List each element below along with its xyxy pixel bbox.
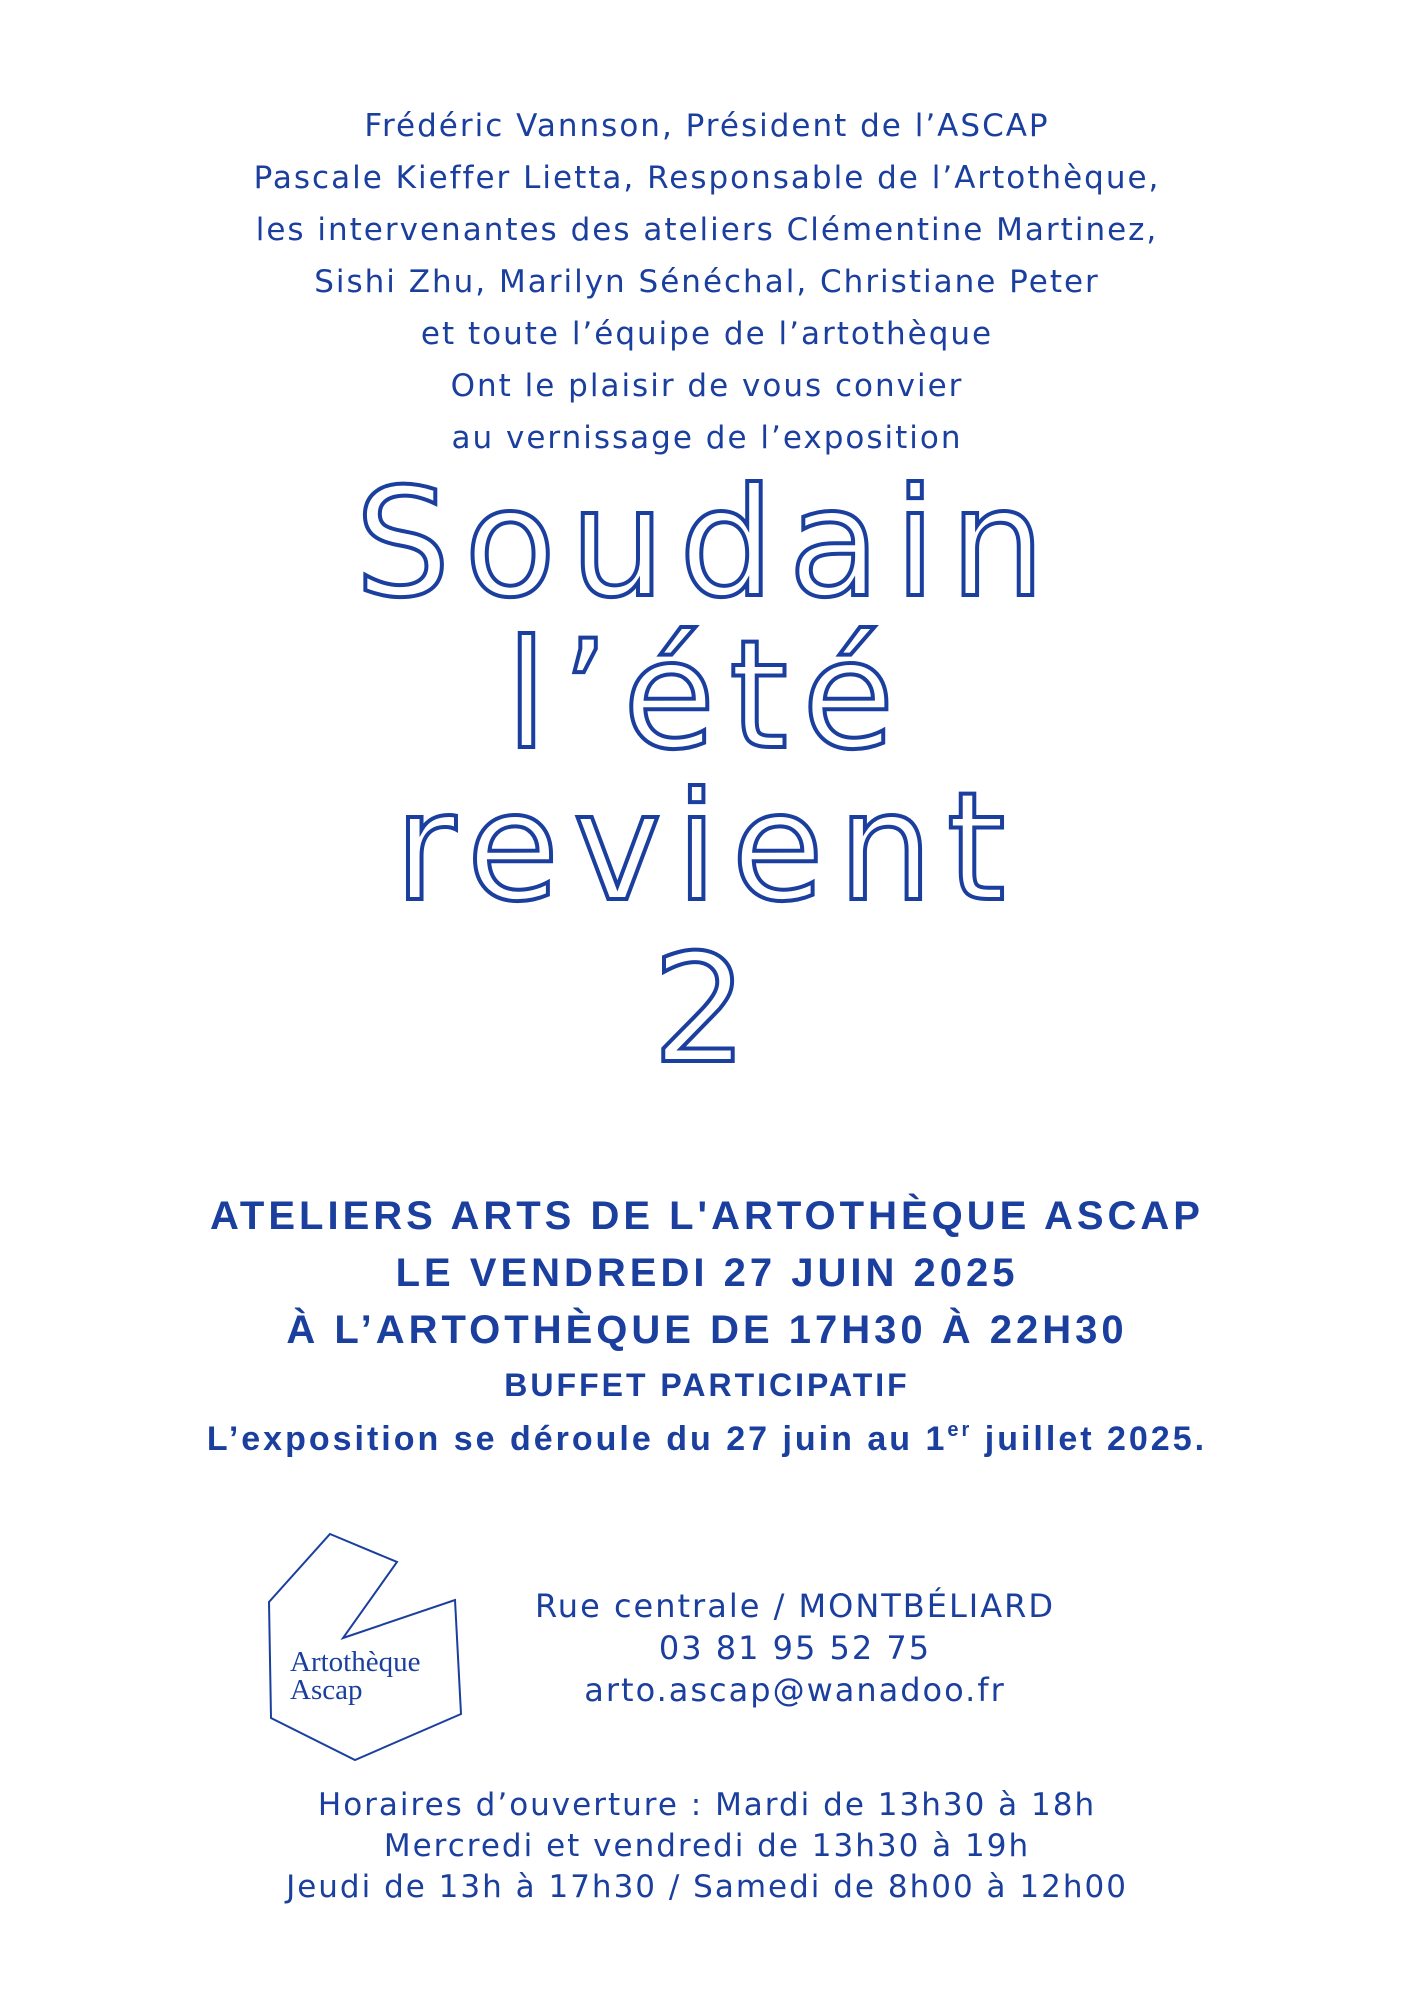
event-details — [0, 1188, 1414, 1467]
event-time: À L’ARTOTHÈQUE DE 17H30 À 22H30 — [286, 1308, 1128, 1352]
host-line: Pascale Kieffer Lietta, Responsable de l’Artothèque, — [253, 160, 1161, 196]
invitation-hosts — [0, 100, 1414, 464]
host-line: les intervenantes des ateliers Clémentine Martinez, — [255, 212, 1159, 248]
exhibition-dates-end: juillet 2025. — [972, 1420, 1208, 1458]
logo-text-line2: Ascap — [290, 1674, 363, 1706]
exhibition-dates-text: L’exposition se déroule du 27 juin au 1 — [206, 1420, 948, 1458]
address: Rue centrale / MONTBÉLIARD — [535, 1587, 1055, 1625]
ordinal-suffix: er — [947, 1419, 973, 1441]
phone-number: 03 81 95 52 75 — [658, 1629, 932, 1667]
invitation-line: au vernissage de l’exposition — [451, 420, 963, 456]
host-line: Frédéric Vannson, Président de l’ASCAP — [364, 108, 1050, 144]
hours-line: Horaires d’ouverture : Mardi de 13h30 à 18h — [317, 1787, 1097, 1823]
invitation-line: Ont le plaisir de vous convier — [450, 368, 964, 404]
event-organizer: ATELIERS ARTS DE L'ARTOTHÈQUE ASCAP — [209, 1194, 1204, 1238]
host-line: et toute l’équipe de l’artothèque — [420, 316, 994, 352]
host-line: Sishi Zhu, Marilyn Sénéchal, Christiane Peter — [314, 264, 1100, 300]
hours-line: Jeudi de 13h à 17h30 / Samedi de 8h00 à 12h00 — [286, 1869, 1128, 1905]
event-buffet: BUFFET PARTICIPATIF — [504, 1367, 910, 1403]
hours-line: Mercredi et vendredi de 13h30 à 19h — [383, 1828, 1031, 1864]
title-line: Soudain — [355, 457, 1059, 631]
title-line: revient — [394, 761, 1020, 935]
logo-text-line1: Artothèque — [290, 1646, 421, 1678]
title-number: 2 — [652, 923, 762, 1097]
opening-hours — [0, 1785, 1414, 1908]
title-line: l’été — [505, 609, 909, 783]
exhibition-dates — [0, 1411, 1414, 1467]
exhibition-title — [0, 457, 1414, 1097]
email-address: arto.ascap@wanadoo.fr — [584, 1671, 1006, 1709]
contact-block — [500, 1585, 1090, 1711]
event-date: LE VENDREDI 27 JUIN 2025 — [395, 1251, 1019, 1295]
